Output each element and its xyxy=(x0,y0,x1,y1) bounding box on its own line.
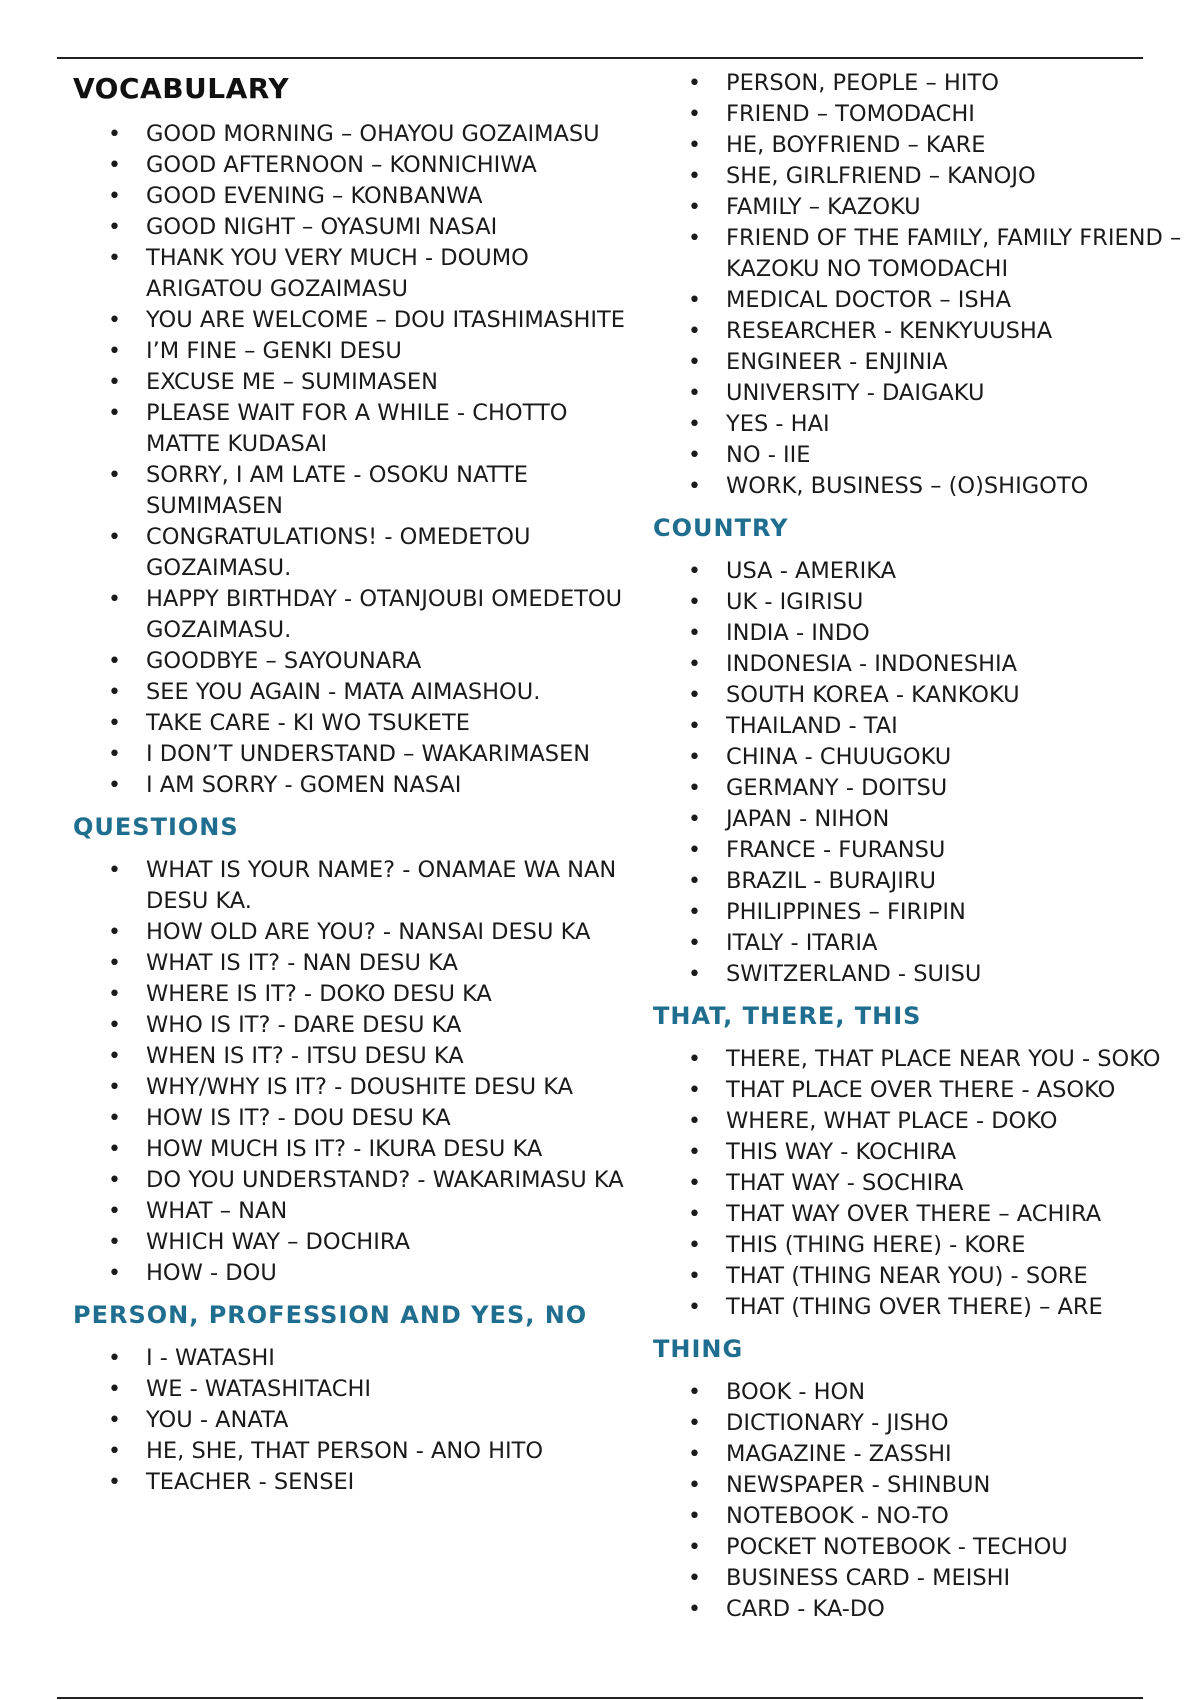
list-item: • BOOK - HON xyxy=(653,1377,1200,1408)
list-item: • JAPAN - NIHON xyxy=(653,804,1200,835)
list-item: • HAPPY BIRTHDAY - OTANJOUBI OMEDETOU GOZAIMASU. xyxy=(73,584,628,646)
list-item: • TAKE CARE - KI WO TSUKETE xyxy=(73,708,628,739)
country-list xyxy=(653,556,1200,990)
list-item: • TEACHER - SENSEI xyxy=(73,1467,628,1498)
list-item: • THAT PLACE OVER THERE - ASOKO xyxy=(653,1075,1200,1106)
list-item: • THAT WAY OVER THERE – ACHIRA xyxy=(653,1199,1200,1230)
vocabulary-list xyxy=(73,119,628,801)
that-there-this-list xyxy=(653,1044,1200,1323)
list-item: • GOOD AFTERNOON – KONNICHIWA xyxy=(73,150,628,181)
list-item: • FRANCE - FURANSU xyxy=(653,835,1200,866)
list-item: • FRIEND – TOMODACHI xyxy=(653,99,1200,130)
list-item: • GOOD EVENING – KONBANWA xyxy=(73,181,628,212)
list-item: • NO - IIE xyxy=(653,440,1200,471)
thing-list xyxy=(653,1377,1200,1625)
bottom-rule xyxy=(57,1697,1143,1699)
list-item: • GOODBYE – SAYOUNARA xyxy=(73,646,628,677)
list-item: • WHERE, WHAT PLACE - DOKO xyxy=(653,1106,1200,1137)
list-item: • GERMANY - DOITSU xyxy=(653,773,1200,804)
list-item: • THAILAND - TAI xyxy=(653,711,1200,742)
list-item: • UNIVERSITY - DAIGAKU xyxy=(653,378,1200,409)
list-item: • THAT (THING NEAR YOU) - SORE xyxy=(653,1261,1200,1292)
questions-list xyxy=(73,855,628,1289)
person-list xyxy=(73,1343,628,1498)
right-column xyxy=(653,68,1200,1635)
page-title: VOCABULARY xyxy=(73,72,290,105)
list-item: • SORRY, I AM LATE - OSOKU NATTE SUMIMASEN xyxy=(73,460,628,522)
list-item: • I - WATASHI xyxy=(73,1343,628,1374)
list-item: • SEE YOU AGAIN - MATA AIMASHOU. xyxy=(73,677,628,708)
list-item: • WHAT IS YOUR NAME? - ONAMAE WA NAN DESU KA. xyxy=(73,855,628,917)
list-item: • MAGAZINE - ZASSHI xyxy=(653,1439,1200,1470)
list-item: • WHAT IS IT? - NAN DESU KA xyxy=(73,948,628,979)
that-there-this-heading: THAT, THERE, THIS xyxy=(653,1002,922,1030)
list-item: • YES - HAI xyxy=(653,409,1200,440)
list-item: • WE - WATASHITACHI xyxy=(73,1374,628,1405)
list-item: • NOTEBOOK - NO-TO xyxy=(653,1501,1200,1532)
list-item: • WHICH WAY – DOCHIRA xyxy=(73,1227,628,1258)
list-item: • MEDICAL DOCTOR – ISHA xyxy=(653,285,1200,316)
list-item: • NEWSPAPER - SHINBUN xyxy=(653,1470,1200,1501)
list-item: • FAMILY – KAZOKU xyxy=(653,192,1200,223)
list-item: • PERSON, PEOPLE – HITO xyxy=(653,68,1200,99)
list-item: • HOW MUCH IS IT? - IKURA DESU KA xyxy=(73,1134,628,1165)
list-item: • PHILIPPINES – FIRIPIN xyxy=(653,897,1200,928)
person-continued-list xyxy=(653,68,1200,502)
list-item: • WHERE IS IT? - DOKO DESU KA xyxy=(73,979,628,1010)
list-item: • I’M FINE – GENKI DESU xyxy=(73,336,628,367)
list-item: • GOOD NIGHT – OYASUMI NASAI xyxy=(73,212,628,243)
list-item: • RESEARCHER - KENKYUUSHA xyxy=(653,316,1200,347)
list-item: • CONGRATULATIONS! - OMEDETOU GOZAIMASU. xyxy=(73,522,628,584)
list-item: • PLEASE WAIT FOR A WHILE - CHOTTO MATTE KUDASAI xyxy=(73,398,628,460)
list-item: • I DON’T UNDERSTAND – WAKARIMASEN xyxy=(73,739,628,770)
list-item: • SOUTH KOREA - KANKOKU xyxy=(653,680,1200,711)
questions-heading: QUESTIONS xyxy=(73,813,239,841)
list-item: • USA - AMERIKA xyxy=(653,556,1200,587)
list-item: • I AM SORRY - GOMEN NASAI xyxy=(73,770,628,801)
list-item: • FRIEND OF THE FAMILY, FAMILY FRIEND – KAZOKU NO TOMODACHI xyxy=(653,223,1200,285)
list-item: • DO YOU UNDERSTAND? - WAKARIMASU KA xyxy=(73,1165,628,1196)
list-item: • POCKET NOTEBOOK - TECHOU xyxy=(653,1532,1200,1563)
list-item: • SWITZERLAND - SUISU xyxy=(653,959,1200,990)
top-rule xyxy=(57,57,1143,59)
list-item: • WHEN IS IT? - ITSU DESU KA xyxy=(73,1041,628,1072)
list-item: • HOW IS IT? - DOU DESU KA xyxy=(73,1103,628,1134)
list-item: • THIS (THING HERE) - KORE xyxy=(653,1230,1200,1261)
country-heading: COUNTRY xyxy=(653,514,789,542)
list-item: • ENGINEER - ENJINIA xyxy=(653,347,1200,378)
list-item: • WHY/WHY IS IT? - DOUSHITE DESU KA xyxy=(73,1072,628,1103)
list-item: • HOW - DOU xyxy=(73,1258,628,1289)
list-item: • GOOD MORNING – OHAYOU GOZAIMASU xyxy=(73,119,628,150)
list-item: • EXCUSE ME – SUMIMASEN xyxy=(73,367,628,398)
person-heading: PERSON, PROFESSION AND YES, NO xyxy=(73,1301,588,1329)
list-item: • THIS WAY - KOCHIRA xyxy=(653,1137,1200,1168)
list-item: • INDONESIA - INDONESHIA xyxy=(653,649,1200,680)
list-item: • BRAZIL - BURAJIRU xyxy=(653,866,1200,897)
list-item: • WORK, BUSINESS – (O)SHIGOTO xyxy=(653,471,1200,502)
list-item: • YOU - ANATA xyxy=(73,1405,628,1436)
left-column xyxy=(73,68,628,1508)
list-item: • UK - IGIRISU xyxy=(653,587,1200,618)
thing-heading: THING xyxy=(653,1335,744,1363)
list-item: • WHAT – NAN xyxy=(73,1196,628,1227)
list-item: • SHE, GIRLFRIEND – KANOJO xyxy=(653,161,1200,192)
list-item: • THAT (THING OVER THERE) – ARE xyxy=(653,1292,1200,1323)
list-item: • CHINA - CHUUGOKU xyxy=(653,742,1200,773)
list-item: • YOU ARE WELCOME – DOU ITASHIMASHITE xyxy=(73,305,628,336)
list-item: • BUSINESS CARD - MEISHI xyxy=(653,1563,1200,1594)
list-item: • THERE, THAT PLACE NEAR YOU - SOKO xyxy=(653,1044,1200,1075)
list-item: • INDIA - INDO xyxy=(653,618,1200,649)
list-item: • WHO IS IT? - DARE DESU KA xyxy=(73,1010,628,1041)
list-item: • ITALY - ITARIA xyxy=(653,928,1200,959)
list-item: • THAT WAY - SOCHIRA xyxy=(653,1168,1200,1199)
list-item: • CARD - KA-DO xyxy=(653,1594,1200,1625)
list-item: • THANK YOU VERY MUCH - DOUMO ARIGATOU GOZAIMASU xyxy=(73,243,628,305)
list-item: • DICTIONARY - JISHO xyxy=(653,1408,1200,1439)
list-item: • HE, BOYFRIEND – KARE xyxy=(653,130,1200,161)
list-item: • HOW OLD ARE YOU? - NANSAI DESU KA xyxy=(73,917,628,948)
list-item: • HE, SHE, THAT PERSON - ANO HITO xyxy=(73,1436,628,1467)
